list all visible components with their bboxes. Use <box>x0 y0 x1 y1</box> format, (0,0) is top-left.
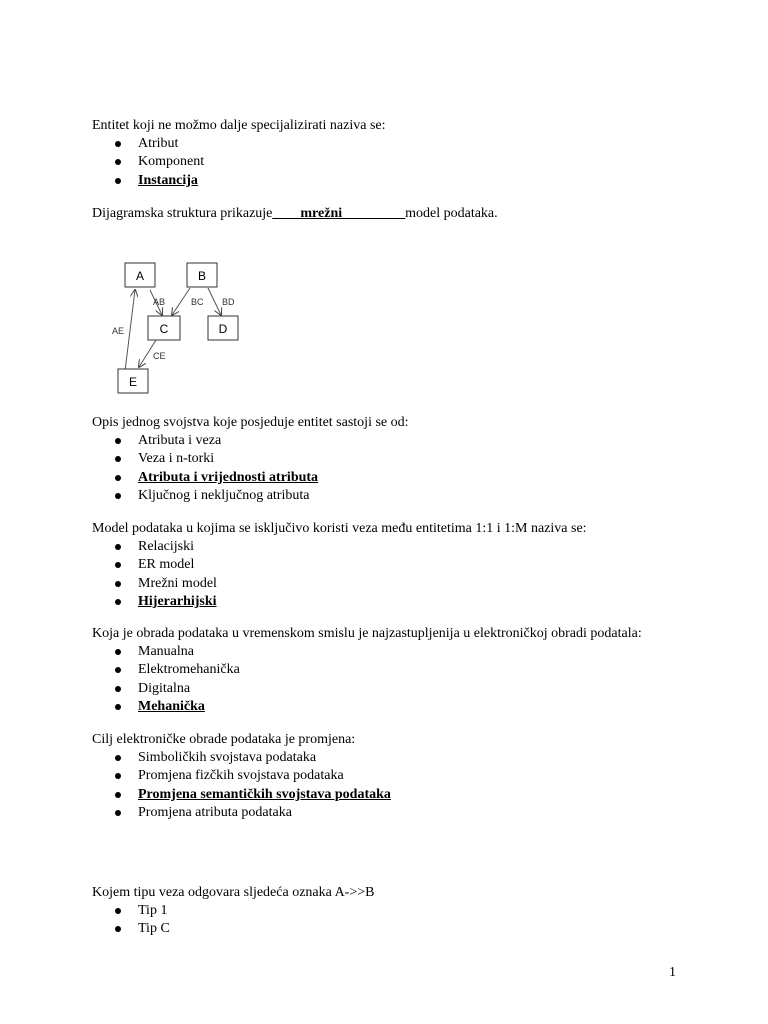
question-3 <box>92 414 732 506</box>
svg-text:A: A <box>135 269 145 283</box>
question-1 <box>92 117 732 190</box>
node-e <box>118 369 148 393</box>
node-b <box>187 263 217 287</box>
option-list <box>92 538 732 612</box>
option: Elektromehanička <box>92 661 732 679</box>
edge-label-ab: AB <box>153 297 166 307</box>
option: Digitalna <box>92 680 732 698</box>
question-4 <box>92 520 732 612</box>
page-number: 1 <box>669 965 676 980</box>
stem-before-blank: Dijagramska struktura prikazuje <box>92 206 273 221</box>
svg-text:E: E <box>128 375 138 389</box>
option: Tip 1 <box>92 902 732 920</box>
correct-option: Hijerarhijski <box>92 593 732 611</box>
question-stem <box>92 205 732 223</box>
question-stem: Koja je obrada podataka u vremenskom smislu je najzastupljenija u elektroničkoj obradi podatala: <box>92 626 642 641</box>
question-stem: Kojem tipu veza odgovara sljedeća oznaka A->>B <box>92 885 375 900</box>
edge-label-ce: CE <box>153 351 166 361</box>
edge-label-bc: BC <box>191 297 204 307</box>
question-5 <box>92 625 732 717</box>
option: Veza i n-torki <box>92 450 732 468</box>
option: Komponent <box>92 153 732 171</box>
option: Atributa i veza <box>92 432 732 450</box>
option-list <box>92 135 732 190</box>
correct-option: Instancija <box>92 172 732 190</box>
option-list <box>92 902 732 939</box>
question-stem: Opis jednog svojstva koje posjeduje entitet sastoji se od: <box>92 415 409 430</box>
option: Manualna <box>92 643 732 661</box>
question-stem: Cilj elektroničke obrade podataka je promjena: <box>92 732 356 747</box>
correct-option: Atributa i vrijednosti atributa <box>92 469 732 487</box>
edge-bd <box>208 288 221 315</box>
option: Relacijski <box>92 538 732 556</box>
correct-option: Promjena semantičkih svojstava podataka <box>92 786 732 804</box>
option: Atribut <box>92 135 732 153</box>
edge-label-ae: AE <box>112 326 125 336</box>
svg-text:B: B <box>197 269 207 283</box>
node-a <box>125 263 155 287</box>
option: Promjena atributa podataka <box>92 804 732 822</box>
question-stem: Model podataka u kojima se isključivo koristi veza među entitetima 1:1 i 1:M naziva se: <box>92 521 587 536</box>
option: Simboličkih svojstava podataka <box>92 749 732 767</box>
question-7 <box>92 884 732 939</box>
option: Ključnog i neključnog atributa <box>92 487 732 505</box>
stem-after-blank: model podataka. <box>405 206 498 221</box>
node-c <box>148 316 180 340</box>
option-list <box>92 749 732 823</box>
blank-answer: ____mrežni_________ <box>272 206 406 221</box>
option: Mrežni model <box>92 575 732 593</box>
question-2 <box>92 205 732 223</box>
option: ER model <box>92 556 732 574</box>
option: Promjena fizčkih svojstava podataka <box>92 767 732 785</box>
node-d <box>208 316 238 340</box>
option-list <box>92 643 732 717</box>
option: Tip C <box>92 920 732 938</box>
correct-option: Mehanička <box>92 698 732 716</box>
svg-text:C: C <box>159 322 169 336</box>
option-list <box>92 432 732 506</box>
svg-text:D: D <box>218 322 228 336</box>
edge-label-bd: BD <box>222 297 235 307</box>
question-stem: Entitet koji ne možmo dalje specijalizirati naziva se: <box>92 118 386 133</box>
edge-ae <box>125 290 135 371</box>
question-6 <box>92 731 732 823</box>
network-diagram <box>112 255 258 400</box>
edge-bc <box>172 288 190 315</box>
